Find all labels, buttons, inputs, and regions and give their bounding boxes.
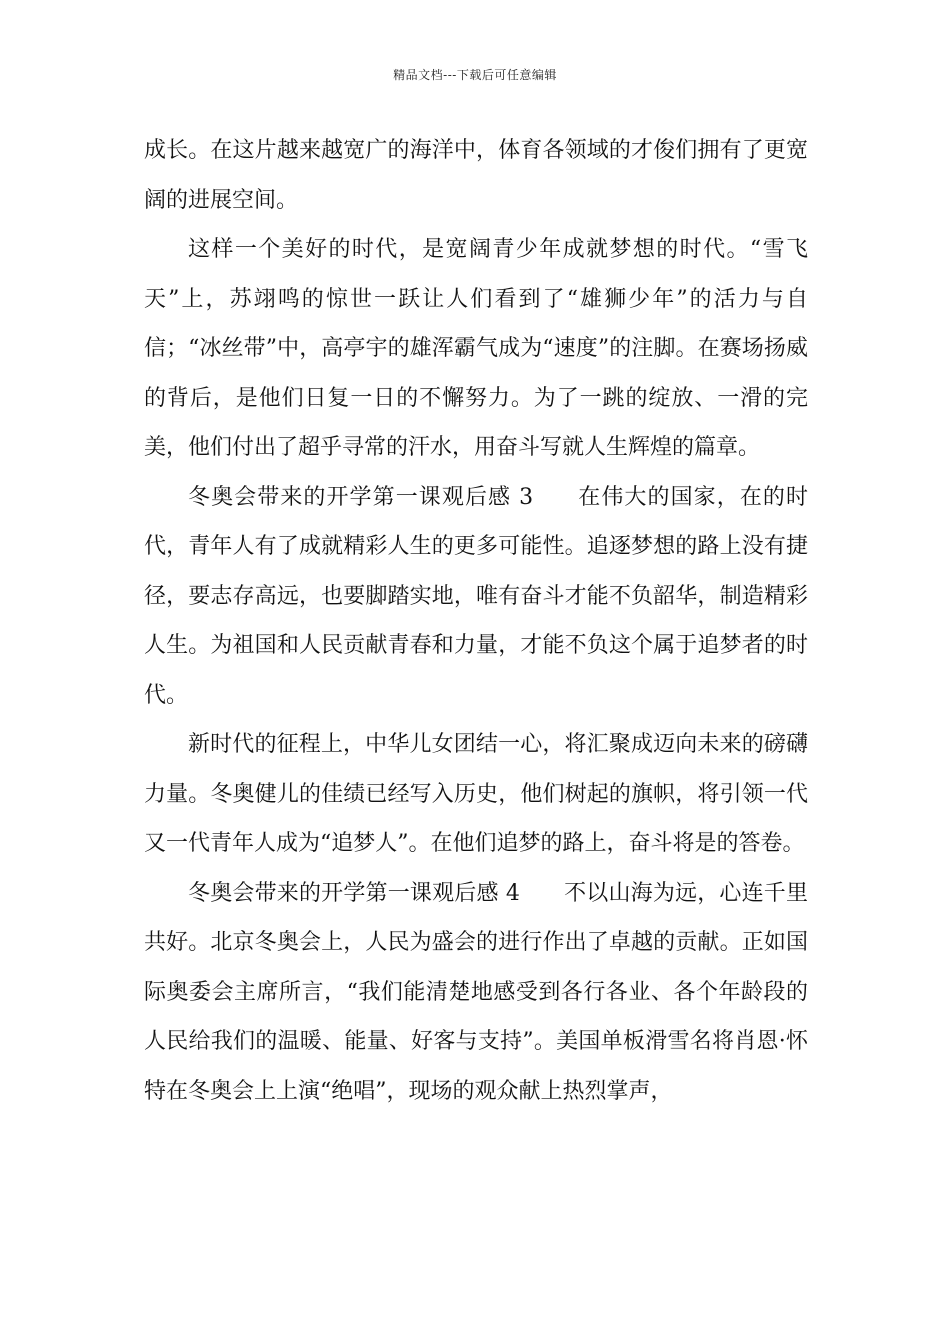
section-title-4: 冬奥会带来的开学第一课观后感 4 [188,880,520,906]
paragraph-era: 这样一个美好的时代，是宽阔青少年成就梦想的时代。“雪飞天”上，苏翊鸣的惊世一跃让人们看到了“雄狮少年”的活力与自信；“冰丝带”中，高亭宇的雄浑霸气成为“速度”的注脚。在赛场扬威的背后，是他们日复一日的不懈努力。为了一跳的绽放、一滑的完美，他们付出了超乎寻常的汗水，用奋斗写就人生辉煌的篇章。 [144,237,808,460]
page-header: 精品文档---下载后可任意编辑 [393,68,557,82]
section-body-4: 不以山海为远，心连千里共好。北京冬奥会上，人民为盛会的进行作出了卓越的贡献。正如国际奥委会主席所言，“我们能清楚地感受到各行各业、各个年龄段的人民给我们的温暖、能量、好客与支持”。美国单板滑雪名将肖恩·怀特在冬奥会上上演“绝唱”，现场的观众献上热烈掌声， [144,880,808,1104]
section-body-3: 在伟大的国家，在的时代，青年人有了成就精彩人生的更多可能性。追逐梦想的路上没有捷径，要志存高远，也要脚踏实地，唯有奋斗才能不负韶华，制造精彩人生。为祖国和人民贡献青春和力量，才能不负这个属于追梦者的时代。 [144,484,808,708]
document-body [144,126,808,1116]
paragraph-continuation: 成长。在这片越来越宽广的海洋中，体育各领域的才俊们拥有了更宽阔的进展空间。 [144,138,808,213]
paragraph-new-era: 新时代的征程上，中华儿女团结一心，将汇聚成迈向未来的磅礴力量。冬奥健儿的佳绩已经写入历史，他们树起的旗帜，将引领一代又一代青年人成为“追梦人”。在他们追梦的路上，奋斗将是的答卷。 [144,732,808,856]
paragraph-section-3 [144,473,808,721]
paragraph-section-4 [144,869,808,1117]
section-title-3: 冬奥会带来的开学第一课观后感 3 [188,484,534,510]
